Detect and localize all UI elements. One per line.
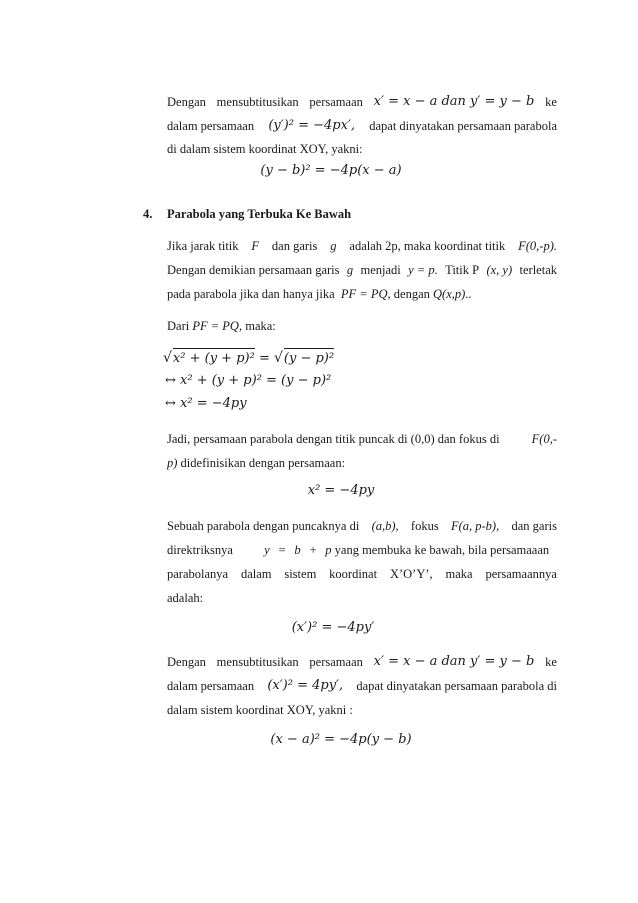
word: X’O’Y’, (389, 567, 433, 581)
text: pada parabola jika dan hanya jika (167, 287, 335, 301)
word: parabolanya (167, 567, 229, 581)
sebuah-line-2 (167, 542, 557, 558)
p1-line-2 (167, 118, 557, 134)
inline-equation: (y′)² = −4px′, (268, 118, 356, 133)
text: Titik P (445, 263, 480, 277)
dengan-line-2 (167, 678, 557, 694)
word: maka (445, 567, 473, 581)
equation-vertex-origin: x² = −4py (307, 483, 375, 498)
symbol: F(0,- (531, 432, 557, 446)
sqrt-symbol: √ (163, 350, 172, 366)
word: ke (545, 655, 557, 669)
symbol: F (251, 239, 260, 253)
text: fokus (410, 519, 439, 533)
text: didefinisikan dengan persamaan: (180, 456, 346, 470)
equation-result-2: (x − a)² = −4p(y − b) (270, 732, 412, 747)
inline-equation: (x′)² = 4py′, (267, 678, 344, 693)
symbol: (x, y) (486, 263, 513, 277)
symbol: y = p. (408, 263, 438, 277)
section-heading (143, 207, 351, 222)
symbol: PF = PQ, (192, 319, 243, 333)
text: Dengan demikian persamaan garis (167, 263, 340, 277)
sqrt-content-right: (y − p)² (284, 348, 334, 368)
sqrt-content-left: x² + (y + p)² (173, 348, 255, 368)
text: direktriksnya (167, 543, 233, 557)
word: Dengan (167, 655, 206, 669)
symbol: Q(x,p) (433, 287, 466, 301)
word: sistem (284, 567, 317, 581)
jadi-line-1 (167, 431, 557, 447)
text: dalam persamaan (167, 679, 255, 693)
derivation-line-3: ↔ x² = −4py (165, 396, 247, 411)
word: persamaan (309, 655, 363, 669)
word: mensubtitusikan (216, 655, 299, 669)
sebuah-line-1 (167, 518, 557, 534)
section-title: Parabola yang Terbuka Ke Bawah (167, 207, 352, 221)
symbol: g (346, 263, 354, 277)
text: dan garis (271, 239, 318, 253)
text: dapat dinyatakan persamaan parabola (369, 119, 557, 133)
sqrt-symbol: √ (273, 350, 283, 366)
dengan-line-1 (167, 654, 557, 670)
text: dengan (393, 287, 430, 301)
s1-line-2 (167, 262, 557, 278)
word: persamaannya (485, 567, 557, 581)
sebuah-line-3 (167, 566, 557, 582)
word: persamaan (309, 95, 363, 109)
substitution-math: x′ = x − a dan y′ = y − b (373, 654, 535, 669)
equation-shifted: (x′)² = −4py′ (291, 620, 375, 635)
text: menjadi (360, 263, 401, 277)
symbol: F(a, p-b), (450, 519, 500, 533)
symbol: y = b + p (264, 543, 332, 557)
word: ke (545, 95, 557, 109)
text: adalah 2p, maka koordinat titik (349, 239, 506, 253)
text: Jika jarak titik (167, 239, 239, 253)
word: dalam (240, 567, 272, 581)
text: Sebuah parabola dengan puncaknya di (167, 519, 360, 533)
symbol: F(0,-p). (518, 239, 557, 253)
text: Jadi, persamaan parabola dengan titik puncak di (0,0) dan fokus di (167, 432, 500, 446)
word: mensubtitusikan (216, 95, 299, 109)
text: dan garis (511, 519, 557, 533)
word: Dengan (167, 95, 206, 109)
dari-line (167, 318, 557, 334)
text: Dari (167, 319, 190, 333)
derivation-line-1 (163, 348, 553, 368)
symbol: (a,b), (371, 519, 399, 533)
s1-line-1 (167, 238, 557, 254)
sebuah-line-4: adalah: (167, 591, 204, 605)
word: koordinat (329, 567, 378, 581)
text: yang membuka ke bawah, bila persamaaan (334, 543, 550, 557)
symbol: PF = PQ, (340, 287, 391, 301)
dengan-line-3: dalam sistem koordinat XOY, yakni : (167, 703, 353, 717)
p1-line-3: di dalam sistem koordinat XOY, yakni: (167, 142, 363, 156)
text: dapat dinyatakan persamaan parabola di (356, 679, 557, 693)
p1-line-1 (167, 94, 557, 110)
text: dalam persamaan (167, 119, 255, 133)
section-number: 4. (143, 207, 153, 221)
substitution-math: x′ = x − a dan y′ = y − b (373, 94, 535, 109)
symbol: g (330, 239, 337, 253)
text: .. (465, 287, 472, 301)
jadi-line-2 (167, 455, 557, 471)
text: terletak (519, 263, 557, 277)
equation-result-1: (y − b)² = −4p(x − a) (260, 163, 402, 178)
s1-line-3 (167, 286, 557, 302)
symbol: p) (167, 456, 178, 470)
text: maka: (245, 319, 276, 333)
equals: = (254, 351, 274, 366)
derivation-line-2: ↔ x² + (y + p)² = (y − p)² (165, 373, 332, 388)
